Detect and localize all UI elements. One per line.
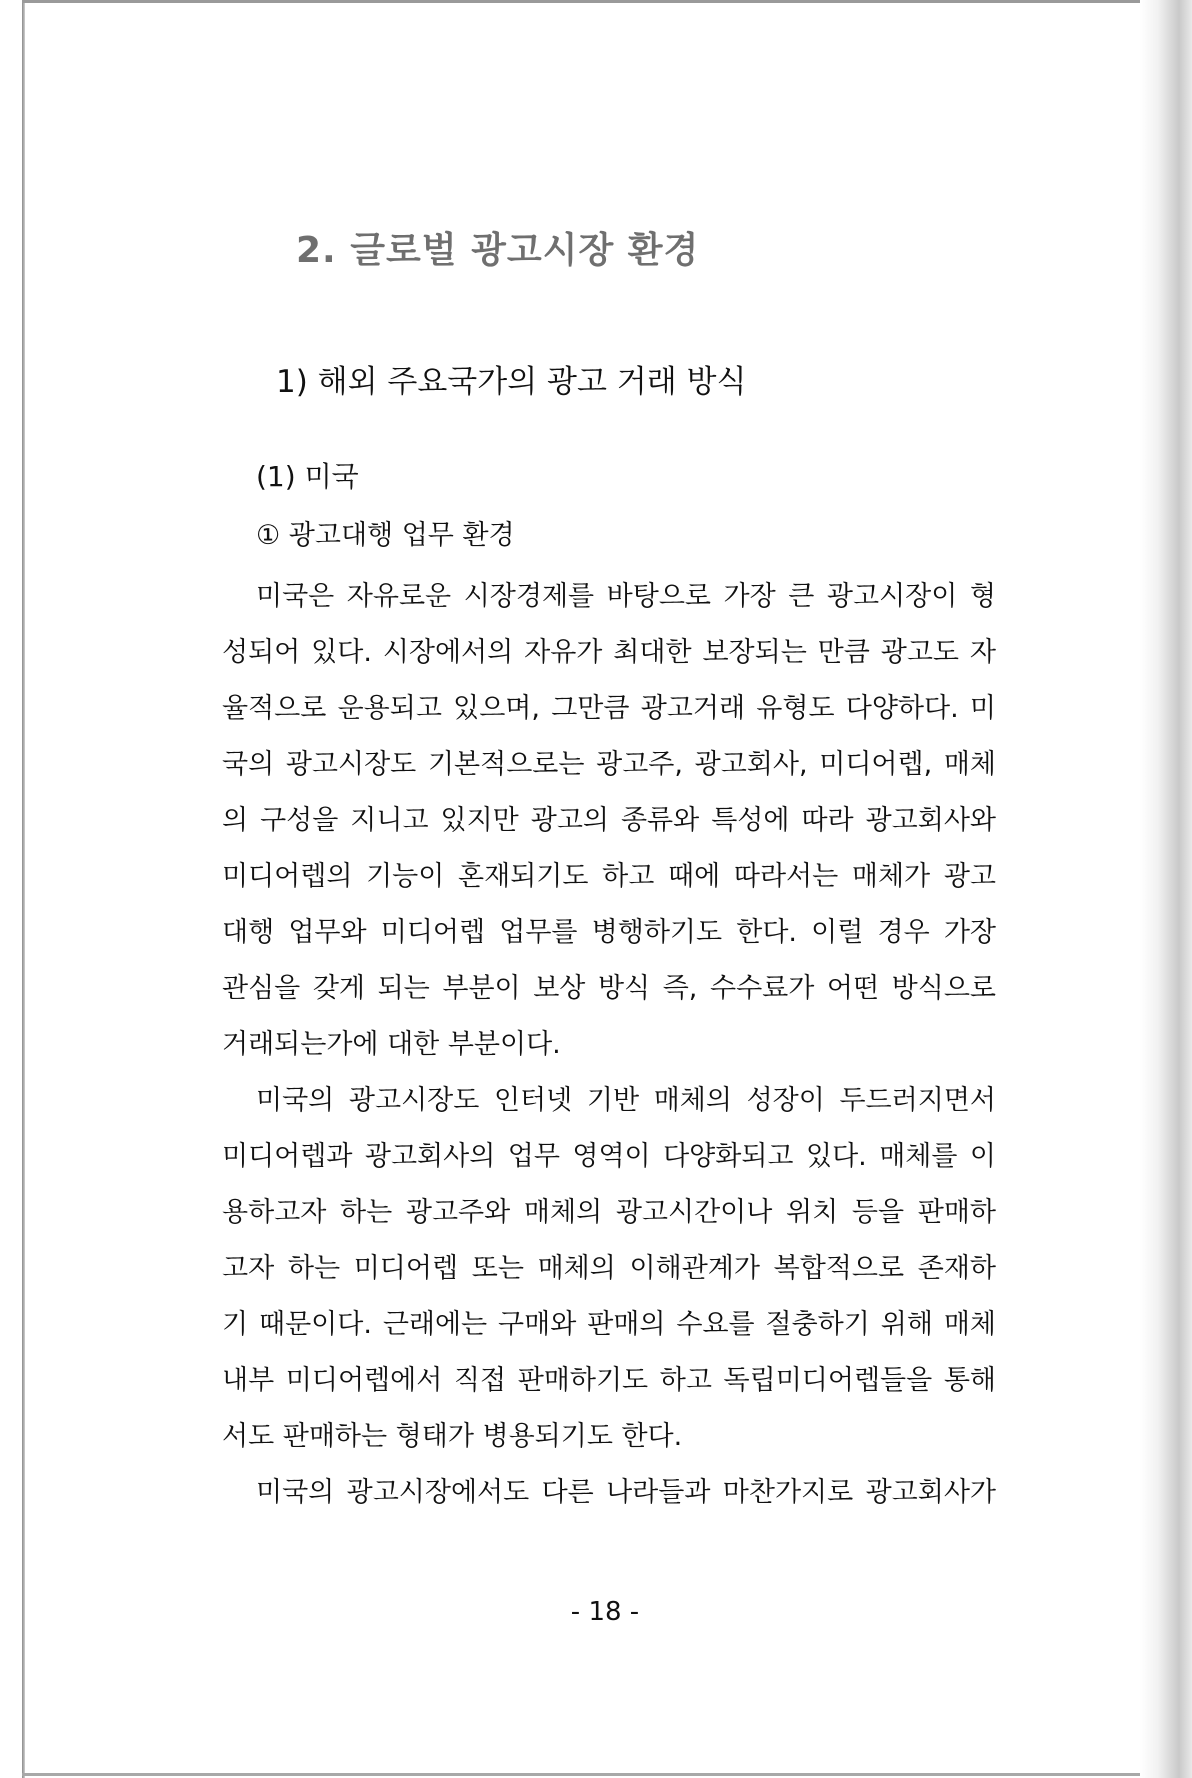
subsection-title: 1) 해외 주요국가의 광고 거래 방식 [276, 364, 747, 400]
paragraph-1-line-8: 관심을 갖게 되는 부분이 보상 방식 즉, 수수료가 어떤 방식으로 [222, 973, 996, 1004]
page-edge-top [22, 0, 1152, 3]
paragraph-2-line-6: 내부 미디어렙에서 직접 판매하기도 하고 독립미디어렙들을 통해 [222, 1365, 996, 1396]
paragraph-1-line-7: 대행 업무와 미디어렙 업무를 병행하기도 한다. 이럴 경우 가장 [222, 917, 996, 948]
paragraph-1-line-9: 거래되는가에 대한 부분이다. [222, 1029, 561, 1060]
paragraph-2-line-2: 미디어렙과 광고회사의 업무 영역이 다양화되고 있다. 매체를 이 [222, 1141, 996, 1172]
paragraph-2-line-1: 미국의 광고시장도 인터넷 기반 매체의 성장이 두드러지면서 [256, 1085, 996, 1116]
item-heading: ① 광고대행 업무 환경 [256, 520, 515, 551]
page-edge-bottom [22, 1773, 1152, 1776]
paragraph-1-line-4: 국의 광고시장도 기본적으로는 광고주, 광고회사, 미디어렙, 매체 [222, 749, 996, 780]
country-heading: (1) 미국 [256, 460, 359, 493]
paragraph-1-line-3: 율적으로 운용되고 있으며, 그만큼 광고거래 유형도 다양하다. 미 [222, 693, 996, 724]
section-title: 2. 글로벌 광고시장 환경 [296, 230, 700, 271]
paragraph-1-line-5: 의 구성을 지니고 있지만 광고의 종류와 특성에 따라 광고회사와 [222, 805, 996, 836]
paragraph-2-line-3: 용하고자 하는 광고주와 매체의 광고시간이나 위치 등을 판매하 [222, 1197, 996, 1228]
paragraph-2-line-5: 기 때문이다. 근래에는 구매와 판매의 수요를 절충하기 위해 매체 [222, 1309, 996, 1340]
paragraph-1-line-2: 성되어 있다. 시장에서의 자유가 최대한 보장되는 만큼 광고도 자 [222, 637, 996, 668]
page-edge-right-shadow [1140, 0, 1192, 1778]
page-number: - 18 - [570, 1597, 640, 1627]
body-text [222, 569, 996, 1521]
paragraph-1-line-1: 미국은 자유로운 시장경제를 바탕으로 가장 큰 광고시장이 형 [256, 581, 996, 612]
page-edge-left [22, 0, 25, 1778]
paragraph-3-line-1: 미국의 광고시장에서도 다른 나라들과 마찬가지로 광고회사가 [256, 1477, 996, 1508]
paragraph-1-line-6: 미디어렙의 기능이 혼재되기도 하고 때에 따라서는 매체가 광고 [222, 861, 996, 892]
paragraph-2-line-4: 고자 하는 미디어렙 또는 매체의 이해관계가 복합적으로 존재하 [222, 1253, 996, 1284]
paragraph-2-line-7: 서도 판매하는 형태가 병용되기도 한다. [222, 1421, 683, 1452]
